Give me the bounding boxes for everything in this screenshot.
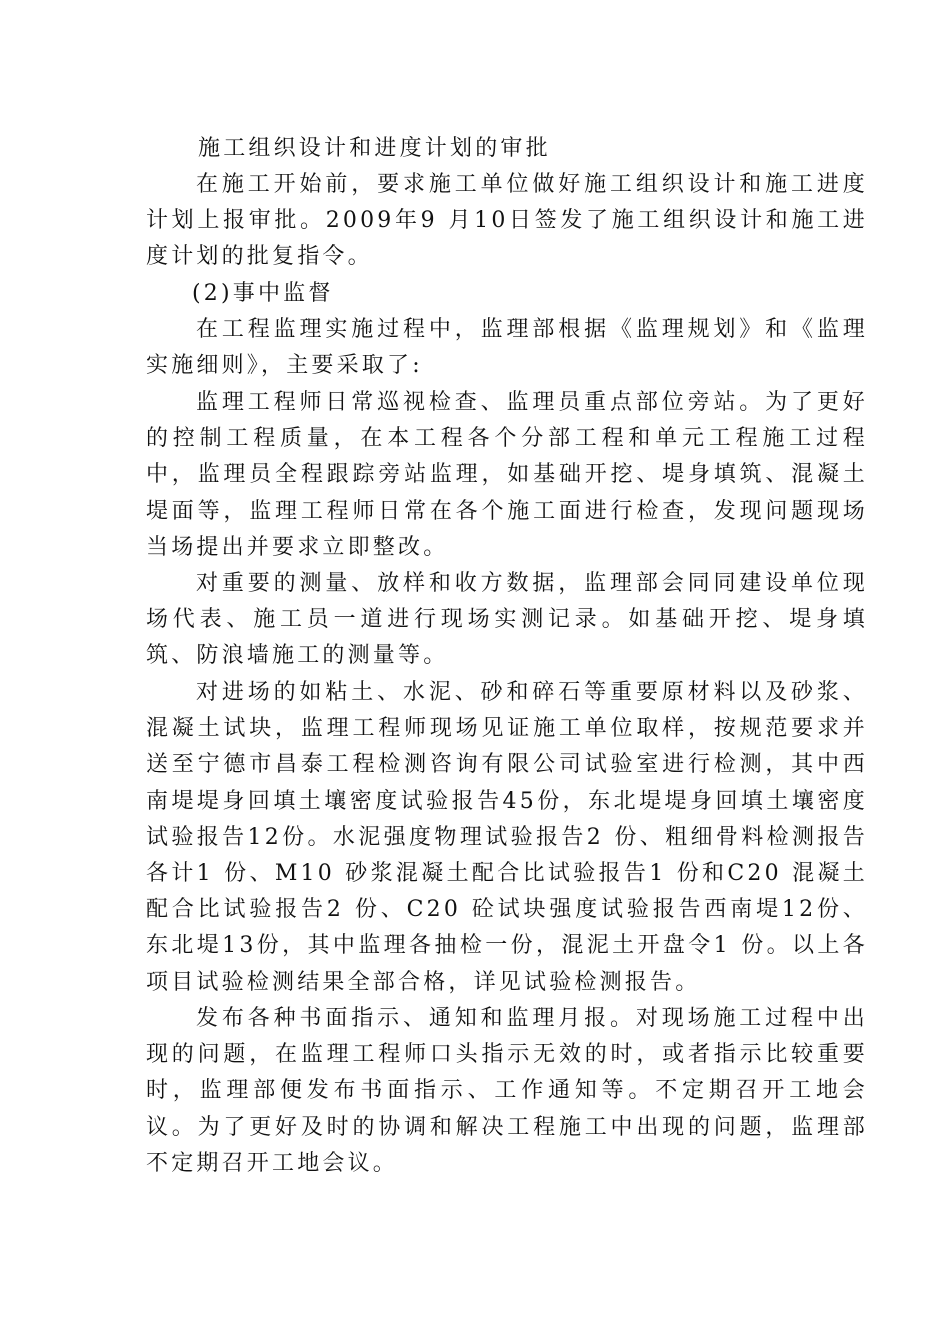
paragraph-inspection: 监理工程师日常巡视检查、监理员重点部位旁站。为了更好的控制工程质量，在本工程各个分部工程和单元工程施工过程中，监理员全程跟踪旁站监理，如基础开挖、堤身填筑、混凝土堤面等，监理工程师日常在各个施工面进行检查，发现问题现场当场提出并要求立即整改。: [146, 390, 868, 560]
paragraph-approval: 在施工开始前，要求施工单位做好施工组织设计和施工进度计划上报审批。2009年9 月10日签发了施工组织设计和施工进度计划的批复指令。: [146, 172, 868, 270]
subsection-heading: (2)事中监督: [192, 281, 334, 306]
paragraph-intro: 在工程监理实施过程中，监理部根据《监理规划》和《监理实施细则》，主要采取了:: [146, 317, 868, 379]
paragraph-instructions: 发布各种书面指示、通知和监理月报。对现场施工过程中出现的问题，在监理工程师口头指示无效的时，或者指示比较重要时，监理部便发布书面指示、工作通知等。不定期召开工地会议。为了更好及时的协调和解决工程施工中出现的问题，监理部不定期召开工地会议。: [146, 1006, 868, 1176]
paragraph-testing: 对进场的如粘土、水泥、砂和碎石等重要原材料以及砂浆、混凝土试块，监理工程师现场见证施工单位取样，按规范要求并送至宁德市昌泰工程检测咨询有限公司试验室进行检测，其中西南堤堤身回填土壤密度试验报告45份，东北堤堤身回填土壤密度试验报告12份。水泥强度物理试验报告2 份、粗细骨料检测报告各计1 份、M10 砂浆混凝土配合比试验报告1 份和C20 混凝土配合比试验报告2 份、C20 砼试块强度试验报告西南堤12份、东北堤13份，其中监理各抽检一份，混泥土开盘令1 份。以上各项目试验检测结果全部合格，详见试验检测报告。: [146, 680, 868, 995]
paragraph-measurement: 对重要的测量、放样和收方数据，监理部会同同建设单位现场代表、施工员一道进行现场实测记录。如基础开挖、堤身填筑、防浪墙施工的测量等。: [146, 571, 868, 669]
section-heading: 施工组织设计和进度计划的审批: [198, 136, 551, 161]
